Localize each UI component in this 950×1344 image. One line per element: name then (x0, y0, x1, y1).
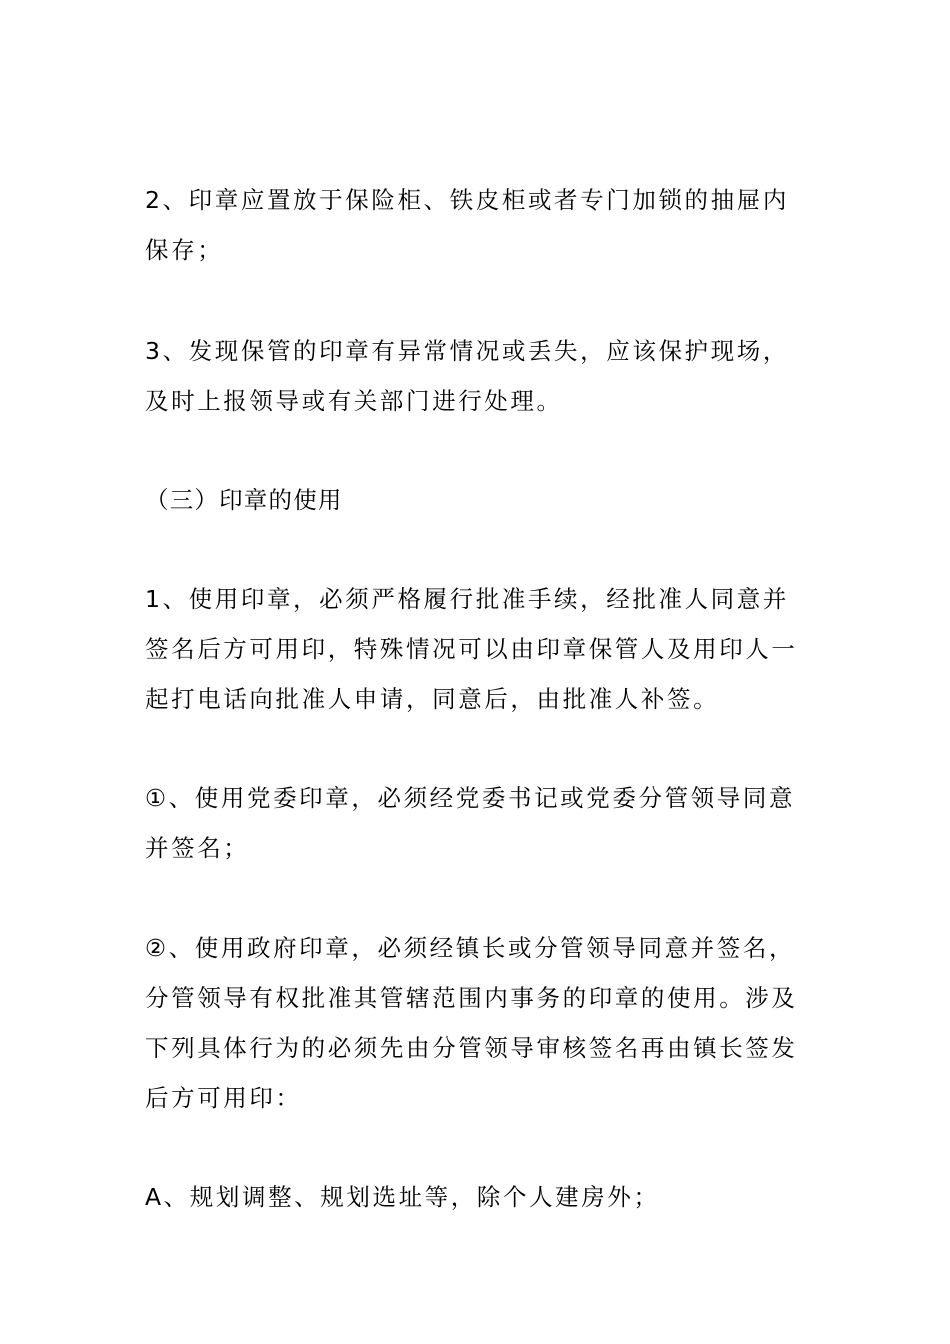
section-heading-seal-use: （三）印章的使用 (145, 486, 343, 514)
paragraph-government-seal: ②、使用政府印章，必须经镇长或分管领导同意并签名，分管领导有权批准其管辖范围内事务的印章的使用。涉及下列具体行为的必须先由分管领导审核签名再由镇长签发后方可用印： (145, 934, 798, 1112)
paragraph-seal-use-approval: 1、使用印章，必须严格履行批准手续，经批准人同意并签名后方可用印，特殊情况可以由印章保管人及用印人一起打电话向批准人申请，同意后，由批准人补签。 (145, 585, 798, 713)
paragraph-party-seal: ①、使用党委印章，必须经党委书记或党委分管领导同意并签名； (145, 784, 796, 862)
paragraph-seal-storage: 2、印章应置放于保险柜、铁皮柜或者专门加锁的抽屉内保存； (145, 186, 789, 264)
paragraph-planning-item: A、规划调整、规划选址等，除个人建房外； (145, 1183, 660, 1211)
paragraph-seal-anomaly: 3、发现保管的印章有异常情况或丢失，应该保护现场，及时上报领导或有关部门进行处理。 (145, 337, 789, 415)
